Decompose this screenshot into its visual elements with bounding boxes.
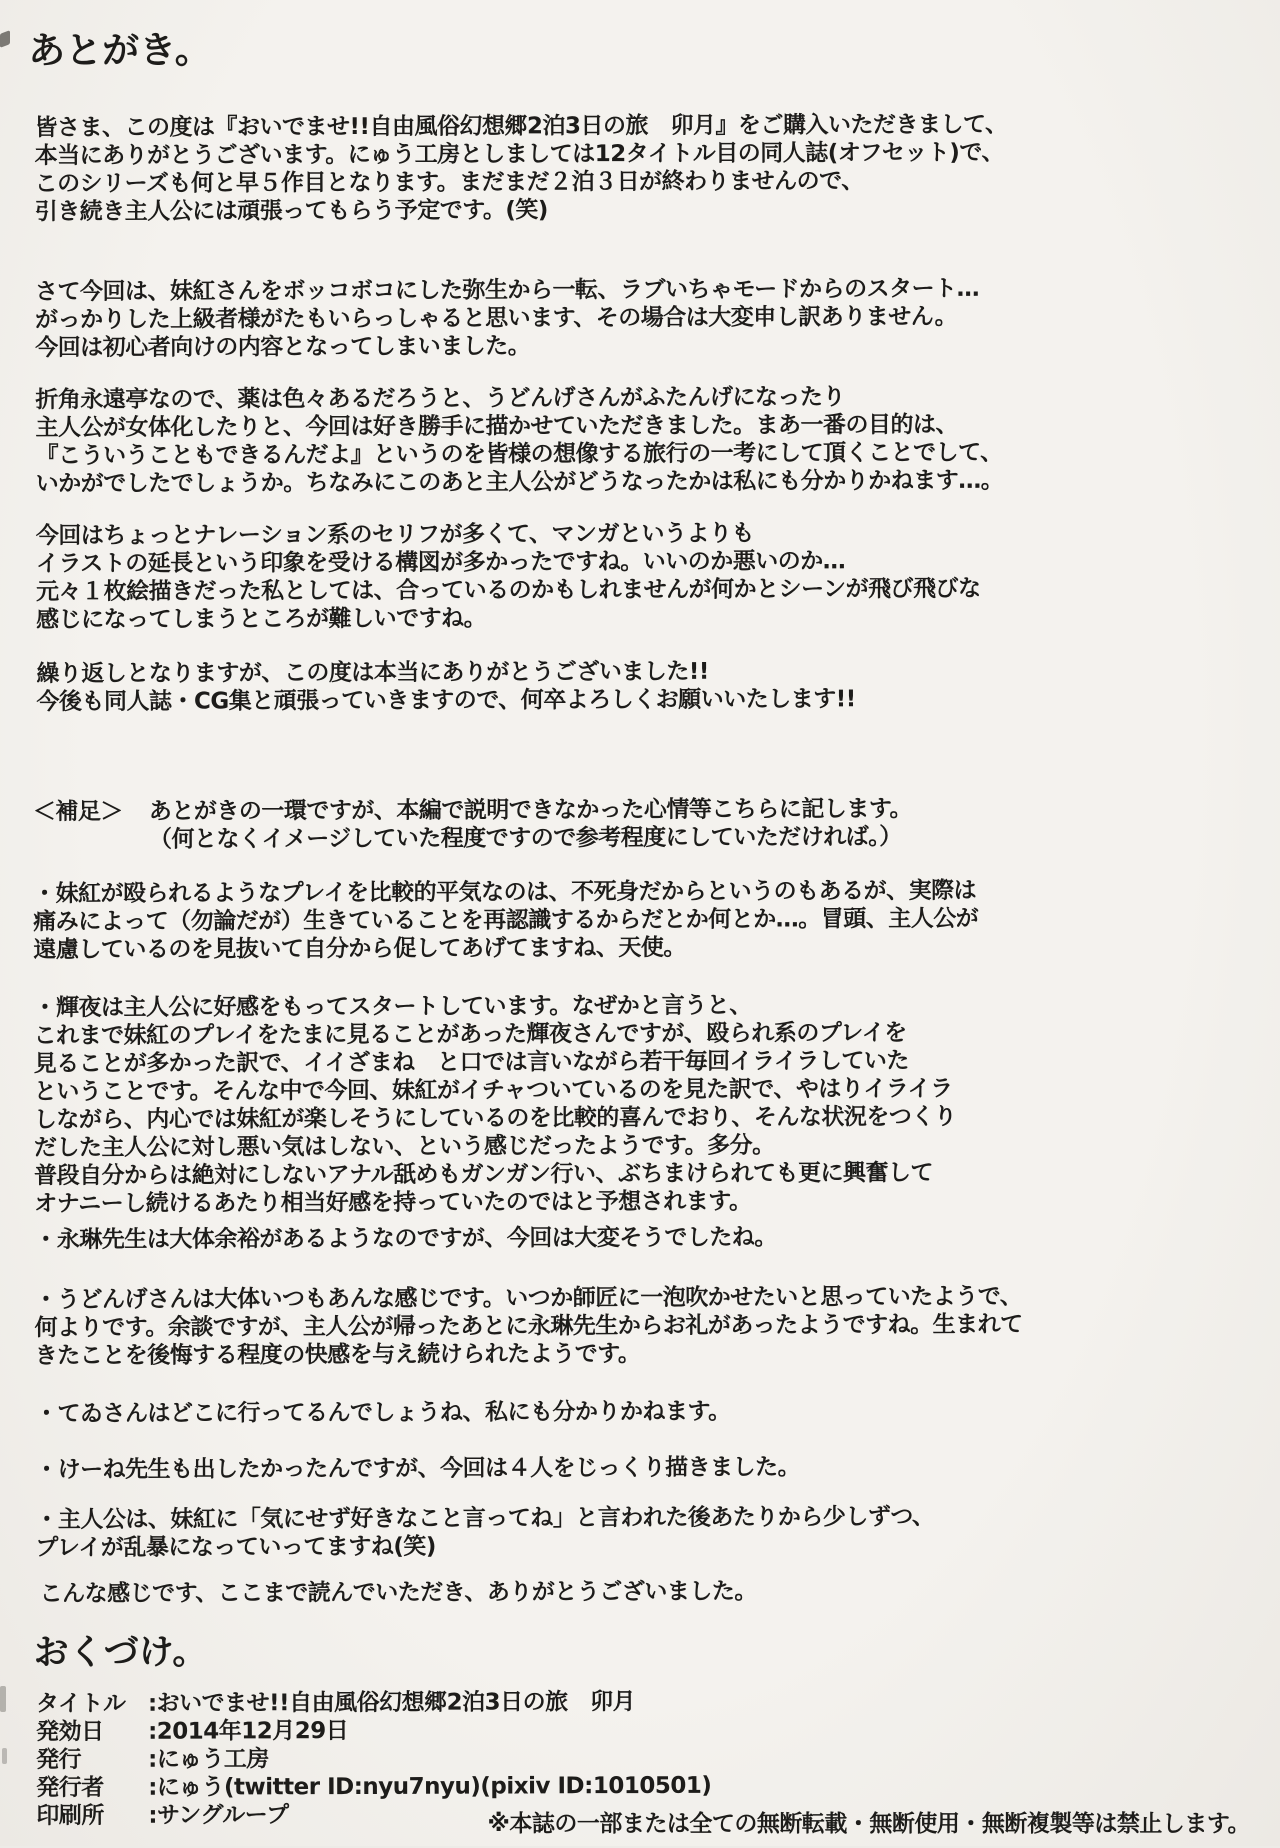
- colophon-row-label: 発効日: [35, 1718, 104, 1746]
- afterword-paragraph: [36, 518, 1250, 634]
- text-line: 繰り返しとなりますが、この度は本当にありがとうございました!!: [36, 658, 709, 688]
- note-item: [34, 1282, 1252, 1370]
- text-line: ・輝夜は主人公に好感をもってスタートしています。なぜかと言うと、: [33, 992, 752, 1022]
- afterword-paragraph: [35, 274, 1249, 362]
- colophon-row-value: :2014年12月29日: [147, 1718, 349, 1745]
- text-line: 普段自分からは絶対にしないアナル舐めもガンガン行い、ぶちまけられても更に興奮して: [34, 1159, 934, 1190]
- note-item: [33, 876, 1251, 964]
- text-line: 元々１枚絵描きだった私としては、合っているのかもしれませんが何かとシーンが飛び飛びな: [36, 575, 981, 606]
- colophon-row: [36, 1742, 1254, 1774]
- text-line: いかがでしたでしょうか。ちなみにこのあと主人公がどうなったかは私にも分かりかねます…。: [35, 467, 1004, 498]
- colophon-row: [36, 1686, 1254, 1718]
- text-line: 何よりです。余談ですが、主人公が帰ったあとに永琳先生からお礼があったようですね。生まれて: [34, 1311, 1023, 1342]
- text-line: プレイが乱暴になっていってますね(笑): [35, 1533, 436, 1562]
- note-item: [33, 990, 1252, 1218]
- text-line: ということです。そんな中で今回、妹紅がイチャついているのを見た訳で、やはりイライラ: [33, 1075, 953, 1106]
- text-line: しながら、内心では妹紅が楽しそうにしているのを比較的喜んでおり、そんな状況をつくり: [33, 1103, 957, 1134]
- text-line: あとがきの一環ですが、本編で説明できなかった心情等こちらに記します。: [148, 796, 913, 825]
- text-line: ・永琳先生は大体余裕があるようなのですが、今回は大変そうでしたね。: [34, 1224, 777, 1254]
- text-line: 本当にありがとうございます。にゅう工房としましては12タイトル目の同人誌(オフセット)で、: [34, 139, 1004, 170]
- text-line: 主人公が女体化したりと、今回は好き勝手に描かせていただきました。まあ一番の目的は、: [35, 411, 959, 442]
- text-line: 今回はちょっとナレーション系のセリフが多くて、マンガというよりも: [35, 520, 755, 550]
- colophon-title: おくづけ。: [33, 1632, 208, 1674]
- colophon-row-value: :にゅう(twitter ID:nyu7nyu)(pixiv ID:1010501): [148, 1772, 712, 1801]
- text-line: ・けーね先生も出したかったんですが、今回は４人をじっくり描きました。: [35, 1454, 801, 1484]
- text-line: オナニーし続けるあたり相当好感を持っていたのではと予想されます。: [34, 1188, 752, 1218]
- afterword-section: [34, 110, 1250, 716]
- supplement-block: [33, 794, 1251, 854]
- note-item: [34, 1222, 1252, 1254]
- note-item: [35, 1502, 1253, 1562]
- character-notes-section: [33, 876, 1253, 1562]
- colophon-section: [35, 1686, 1254, 1830]
- supplement-label: ＜補足＞: [32, 798, 123, 826]
- text-line: ・主人公は、妹紅に「気にせず好きなこと言ってね」と言われた後あたりから少しずつ、: [35, 1503, 935, 1534]
- text-line: 今回は初心者向けの内容となってしまいました。: [35, 333, 531, 362]
- text-line: ・てゐさんはどこに行ってるんでしょうね、私にも分かりかねます。: [34, 1398, 731, 1428]
- text-line: きたことを後悔する程度の快感を与え続けられたようです。: [34, 1341, 641, 1370]
- text-line: 見ることが多かった訳で、イイざまね と口では言いながら若干毎回イライラしていた: [33, 1048, 909, 1078]
- text-line: 『こういうこともできるんだよ』というのを皆様の想像する旅行の一考にして頂くことでして、: [35, 439, 1003, 470]
- colophon-row-value: :サングループ: [148, 1802, 289, 1829]
- text-line: ・うどんげさんは大体いつもあんな感じです。いつか師匠に一泡吹かせたいと思っていたようで、: [34, 1283, 1023, 1314]
- supplement-text: [149, 795, 912, 854]
- text-line: こんな感じです、ここまで読んでいただき、ありがとうございました。: [39, 1578, 757, 1608]
- colophon-row-label: 発行者: [36, 1774, 104, 1802]
- text-line: （何となくイメージしていた程度ですので参考程度にしていただければ。）: [148, 824, 902, 853]
- text-line: だした主人公に対し悪い気はしない、という感じだったようです。多分。: [33, 1132, 775, 1162]
- text-line: イラストの延長という印象を受ける構図が多かったですね。いいのか悪いのか…: [35, 548, 846, 578]
- closing-line: [40, 1576, 1254, 1608]
- copyright-disclaimer: ※本誌の一部または全ての無断転載・無断使用・無断複製等は禁止します。: [487, 1811, 1250, 1837]
- text-line: 遠慮しているのを見抜いて自分から促してあげてますね、天使。: [33, 934, 686, 964]
- text-line: 皆さま、この度は『おいでませ!!自由風俗幻想郷2泊3日の旅 卯月』をご購入いただきまして、: [34, 111, 1008, 142]
- colophon-row-label: 発行: [36, 1746, 82, 1774]
- afterword-paragraph: [35, 382, 1249, 498]
- afterword-title: あとがき。: [28, 28, 212, 73]
- text-line: このシリーズも何と早５作目となります。まだまだ２泊３日が終わりませんので、: [34, 168, 864, 198]
- text-line: さて今回は、妹紅さんをボッコボコにした弥生から一転、ラブいちゃモードからのスタート…: [34, 275, 980, 306]
- text-line: 感じになってしまうところが難しいですね。: [36, 605, 487, 634]
- colophon-row-value: :にゅう工房: [148, 1746, 269, 1773]
- text-line: ・妹紅が殴られるようなプレイを比較的平気なのは、不死身だからというのもあるが、実際は: [33, 877, 977, 908]
- note-item: [35, 1452, 1253, 1484]
- colophon-row-label: 印刷所: [36, 1802, 104, 1830]
- colophon-row-value: :おいでませ!!自由風俗幻想郷2泊3日の旅 卯月: [147, 1689, 636, 1717]
- afterword-paragraph: [36, 656, 1250, 716]
- colophon-row: [36, 1714, 1254, 1746]
- afterword-paragraph: [34, 110, 1248, 226]
- text-line: がっかりした上級者様がたもいらっしゃると思います、その場合は大変申し訳ありません。: [35, 303, 958, 334]
- text-line: 痛みによって（勿論だが）生きていることを再認識するからだとか何とか…。冒頭、主人公が: [33, 905, 979, 936]
- text-line: 今後も同人誌・CG集と頑張っていきますので、何卒よろしくお願いいたします!!: [36, 686, 856, 716]
- text-line: 引き続き主人公には頑張ってもらう予定です。(笑): [34, 197, 548, 226]
- text-line: これまで妹紅のプレイをたまに見ることがあった輝夜さんですが、殴られ系のプレイを: [33, 1020, 907, 1050]
- text-line: 折角永遠亭なので、薬は色々あるだろうと、うどんげさんがふたんげになったり: [35, 384, 845, 414]
- note-item: [35, 1396, 1253, 1428]
- colophon-row: [36, 1770, 1254, 1802]
- colophon-row-label: タイトル: [35, 1690, 126, 1718]
